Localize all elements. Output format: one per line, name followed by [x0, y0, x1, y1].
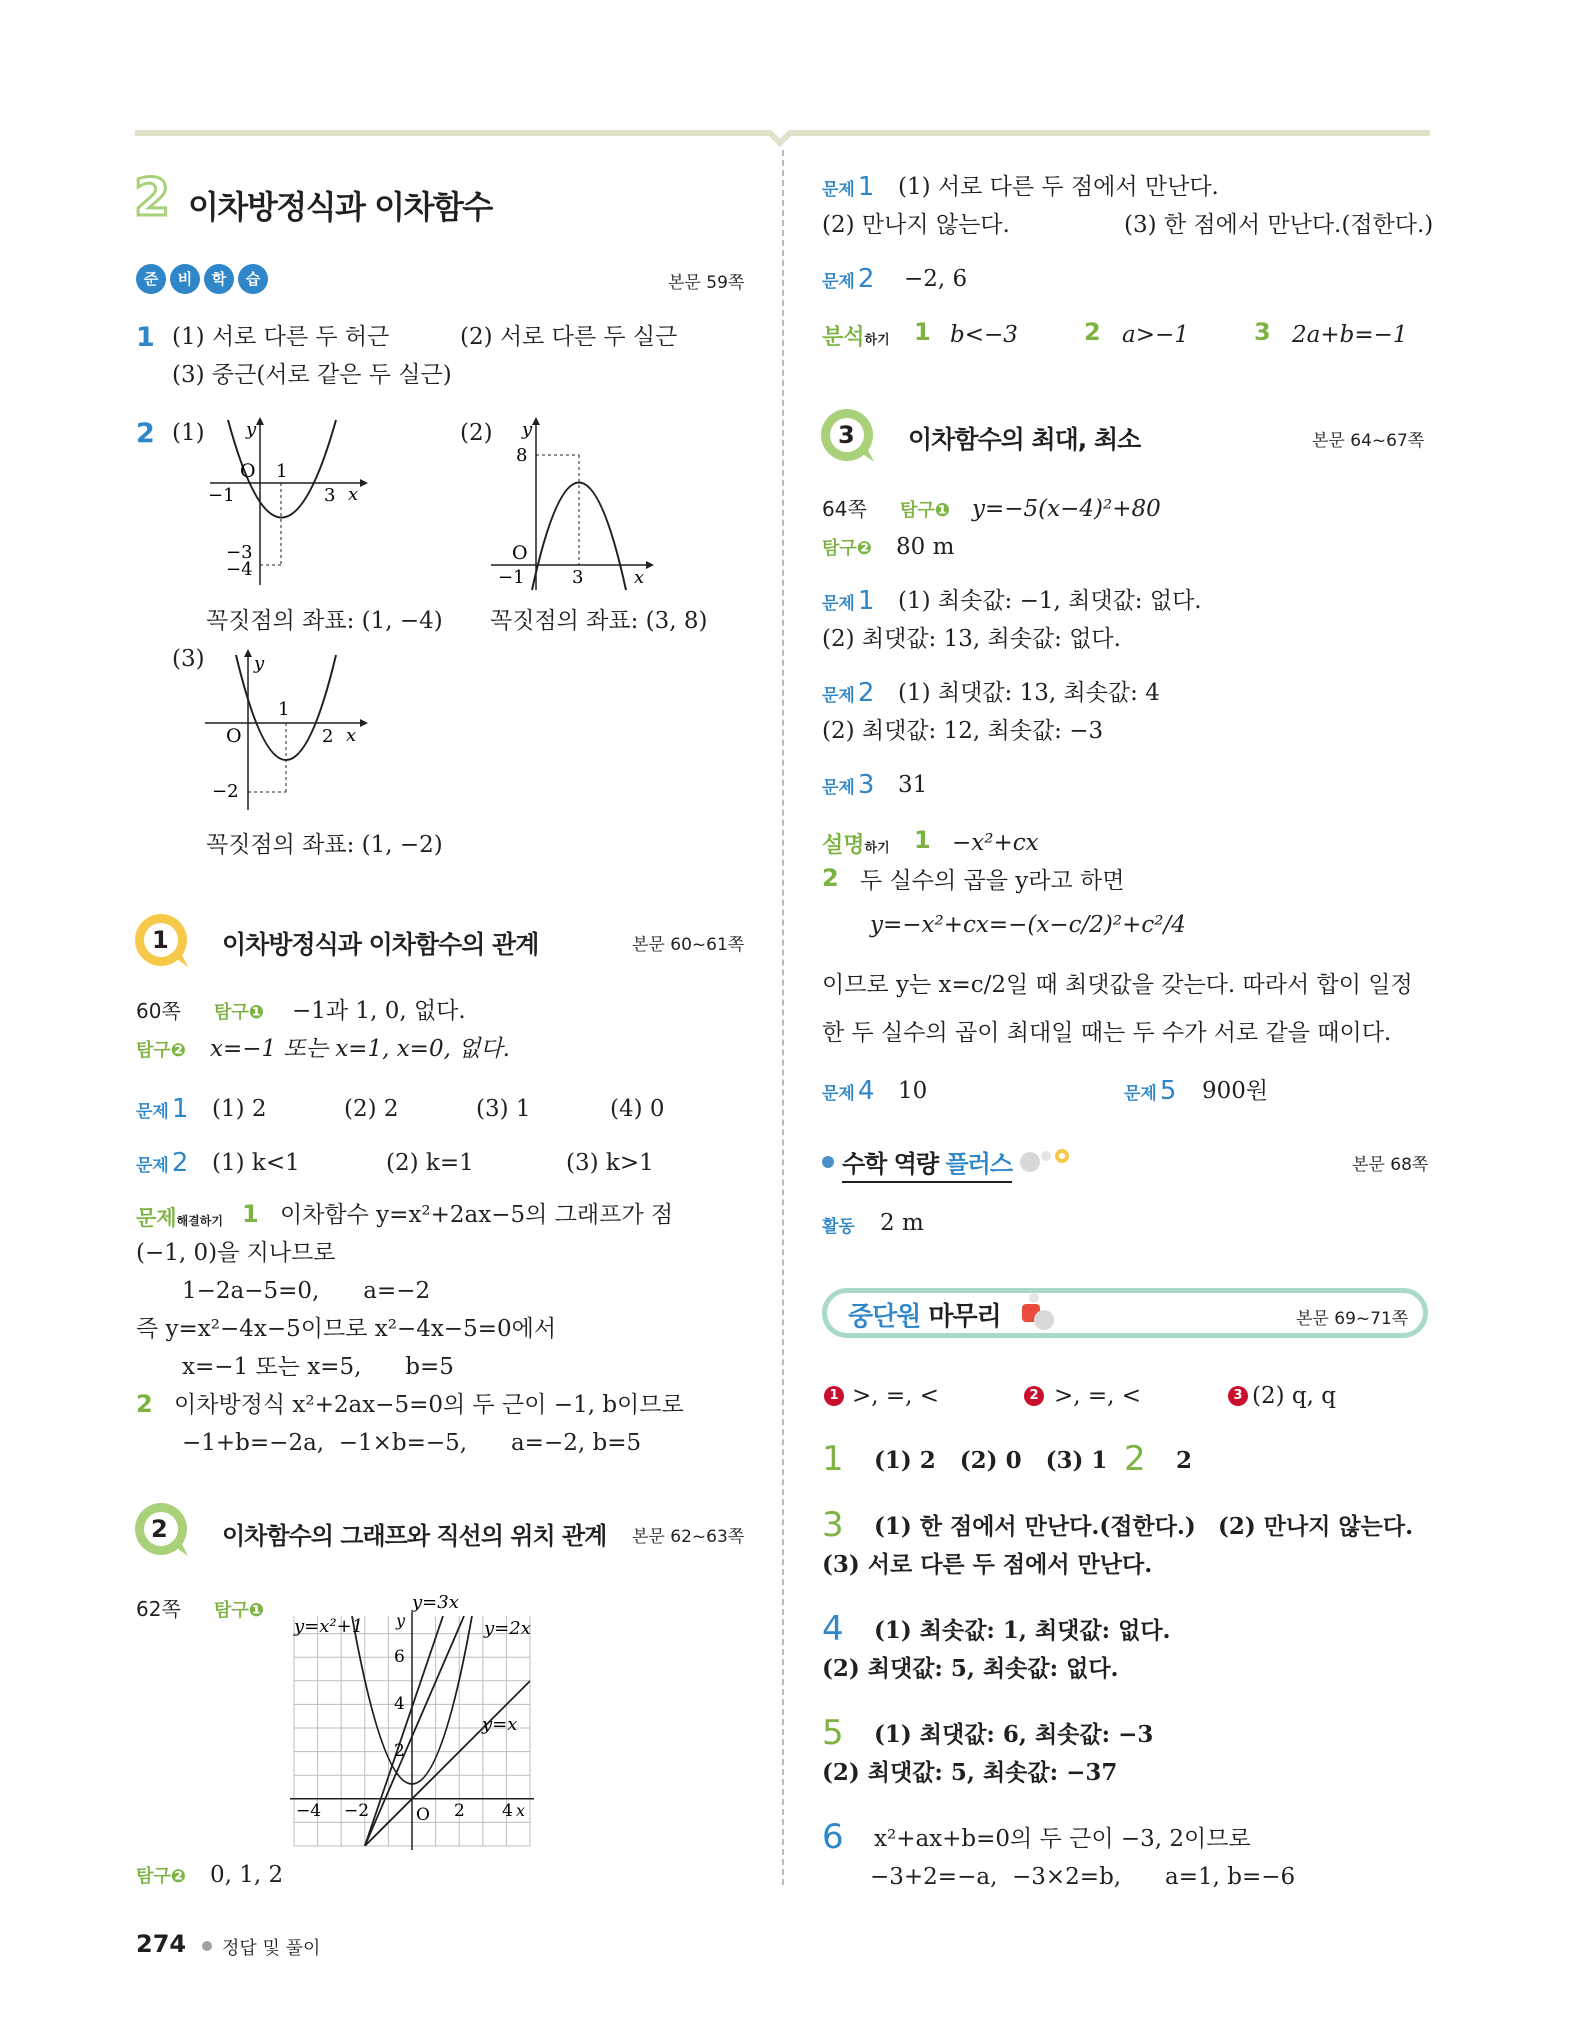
sec1-hk-label: [136, 1202, 223, 1232]
graph-1: [200, 415, 380, 590]
sec3-p64: 64쪽: [822, 497, 867, 521]
sec3-mj3-label-text: 문제: [822, 778, 855, 798]
graph-1-1: 1: [276, 461, 288, 482]
review-q6-b: −3+2=−a, −3×2=b, a=1, b=−6: [870, 1864, 1296, 1890]
sec3-mj5: 900원: [1202, 1078, 1269, 1104]
sec1-tamgu1: 탐구❶: [214, 1002, 265, 1023]
graph-2-3: 3: [572, 567, 584, 588]
review-q4-a: (1) 최솟값: 1, 최댓값: 없다.: [874, 1617, 1171, 1644]
sec3-mj5-label-text: 문제: [1124, 1084, 1157, 1104]
sec3-mj1-a: (1) 최솟값: −1, 최댓값: 없다.: [898, 588, 1202, 614]
rt-bs-label: [822, 320, 890, 351]
sec1-hk-label-text: 문제: [136, 1206, 177, 1230]
sec2-p62: 62쪽: [136, 1597, 181, 1621]
graph-2: [486, 415, 666, 595]
graph-tick-y6: 6: [394, 1647, 405, 1667]
prep-badge-char: 습: [238, 264, 268, 294]
graph-3-x: x: [346, 725, 357, 746]
plus-rocket-icon: [1016, 1144, 1072, 1174]
review-q1: (1) 2 (2) 0 (3) 1: [874, 1447, 1108, 1474]
review-b2-num: 2: [1029, 1388, 1039, 1403]
graph-tick-xm4: −4: [296, 1801, 322, 1821]
rt-bs2: a>−1: [1122, 322, 1189, 348]
review-q6-num: 6: [822, 1817, 844, 1857]
graph-1-3: 3: [324, 485, 336, 506]
sec3-mj1-label: [822, 586, 874, 616]
section-3-ref: 본문 64~67쪽: [1312, 431, 1425, 451]
prep-q2-p1: (1): [172, 420, 205, 446]
review-b1-badge: [824, 1386, 844, 1406]
prep-q1-a3: (3) 중근(서로 같은 두 실근): [172, 362, 452, 388]
sec3-mj5-label: [1124, 1076, 1176, 1106]
sec1-tamgu2-ans: x=−1 또는 x=1, x=0, 없다.: [210, 1036, 510, 1062]
sec3-mj4-label-text: 문제: [822, 1084, 855, 1104]
sec1-hk1-line0: 이차함수 y=x²+2ax−5의 그래프가 점: [280, 1202, 674, 1228]
prep-q2-v2: 꼭짓점의 좌표: (3, 8): [490, 608, 708, 634]
review-title-a: 중단원: [848, 1302, 929, 1332]
review-b1: >, =, <: [852, 1383, 940, 1409]
review-title: [848, 1296, 1001, 1333]
section-2-ref: 본문 62~63쪽: [632, 1527, 745, 1547]
chapter-title: 이차방정식과 이차함수: [188, 188, 492, 226]
sec1-mj2-num: 2: [171, 1148, 189, 1178]
graph-1-x: x: [348, 484, 359, 505]
graph-3-m2: −2: [212, 781, 239, 802]
sec1-mj1-2: (3) 1: [476, 1096, 531, 1122]
review-q5-a: (1) 최댓값: 6, 최솟값: −3: [874, 1721, 1154, 1748]
sec3-sm1-num: 1: [914, 826, 931, 854]
top-rule: [0, 0, 1572, 160]
sec3-mj4: 10: [898, 1078, 928, 1104]
rt-bs3-num: 3: [1254, 318, 1271, 346]
sec1-tamgu1-ans: −1과 1, 0, 없다.: [292, 998, 466, 1024]
sec1-hk2-num: 2: [136, 1390, 153, 1418]
graph-1-o: O: [240, 460, 256, 482]
sec3-tamgu2-ans: 80 m: [896, 534, 955, 560]
plus-act: 2 m: [880, 1210, 924, 1236]
graph-1-y: y: [246, 419, 257, 440]
sec3-sm-label: [822, 828, 890, 859]
plus-ref: 본문 68쪽: [1352, 1155, 1429, 1175]
review-q4-b: (2) 최댓값: 5, 최솟값: 없다.: [822, 1655, 1119, 1682]
footer-page: 274: [136, 1930, 187, 1958]
rt-mj2-label-text: 문제: [822, 272, 855, 292]
prep-q1-a1: (1) 서로 다른 두 허근: [172, 324, 390, 350]
column-divider: [782, 150, 784, 1885]
sec2-tamgu1: 탐구❶: [214, 1600, 265, 1621]
sec1-mj2-label-text: 문제: [136, 1156, 169, 1176]
plus-title: [842, 1144, 1012, 1183]
sec1-p60: 60쪽: [136, 999, 181, 1023]
sec3-mj3: 31: [898, 772, 928, 798]
section-1-num: 1: [152, 926, 169, 954]
sec1-mj1-label: [136, 1094, 188, 1124]
review-b3: (2) q, q: [1252, 1383, 1336, 1409]
prep-q2-p3: (3): [172, 646, 205, 672]
rt-mj2-label: [822, 264, 874, 294]
graph-y: y: [396, 1611, 406, 1630]
plus-act-label: 활동: [822, 1217, 855, 1237]
prep-badge-char: 학: [204, 264, 234, 294]
sec1-mj2-label: [136, 1148, 188, 1178]
rt-mj2: −2, 6: [904, 266, 968, 292]
review-q3-num: 3: [822, 1505, 844, 1545]
graph-tick-xm2: −2: [344, 1801, 370, 1821]
graph-tick-y2: 2: [394, 1741, 405, 1761]
sec1-hk2-line0: 이차방정식 x²+2ax−5=0의 두 근이 −1, b이므로: [174, 1392, 684, 1418]
review-q3-b: (2) 만나지 않는다.: [1218, 1513, 1414, 1540]
sec3-tamgu2: 탐구❷: [822, 538, 873, 559]
rt-mj1-c: (3) 한 점에서 만난다.(접한다.): [1124, 212, 1434, 238]
sec1-mj1-num: 1: [171, 1094, 189, 1124]
review-robot-icon: [1014, 1290, 1060, 1334]
prep-ref: 본문 59쪽: [668, 273, 745, 293]
review-q4-num: 4: [822, 1609, 844, 1649]
sec1-hk2-line1: −1+b=−2a, −1×b=−5, a=−2, b=5: [182, 1430, 642, 1456]
review-b2-badge: [1024, 1386, 1044, 1406]
section-3-title: 이차함수의 최대, 최소: [908, 425, 1141, 454]
review-b3-badge: [1228, 1386, 1248, 1406]
rt-mj1-a: (1) 서로 다른 두 점에서 만난다.: [898, 174, 1219, 200]
rt-bs1: b<−3: [950, 322, 1018, 348]
sec3-tamgu1-ans: y=−5(x−4)²+80: [972, 496, 1161, 522]
graph-2-y: y: [522, 419, 533, 440]
sec3-mj2-label: [822, 678, 874, 708]
sec1-mj1-1: (2) 2: [344, 1096, 399, 1122]
graph-2-x: x: [634, 567, 645, 588]
sec1-mj1-0: (1) 2: [212, 1096, 267, 1122]
graph-tick-x4: 4: [502, 1801, 513, 1821]
rt-mj2-num: 2: [857, 264, 875, 294]
sec3-sm1: −x²+cx: [952, 830, 1039, 856]
chapter-number: 2: [134, 168, 171, 228]
sec3-sm-sub: 하기: [864, 841, 890, 856]
plus-title-b: 플러스: [945, 1150, 1013, 1178]
graph-3-o: O: [226, 725, 242, 747]
prep-q2-num: 2: [136, 418, 155, 449]
footer-label: 정답 및 풀이: [222, 1938, 321, 1959]
sec3-sm2-line2: 이므로 y는 x=c/2일 때 최댓값을 갖는다. 따라서 합이 일정: [822, 972, 1413, 998]
graph-label-x: y=x: [482, 1714, 518, 1735]
sec3-mj2-a: (1) 최댓값: 13, 최솟값: 4: [898, 680, 1160, 706]
review-ref: 본문 69~71쪽: [1296, 1309, 1409, 1329]
sec1-hk1-line4: x=−1 또는 x=5, b=5: [182, 1354, 454, 1380]
section-2-title: 이차함수의 그래프와 직선의 위치 관계: [222, 1522, 607, 1550]
sec3-mj1-b: (2) 최댓값: 13, 최솟값: 없다.: [822, 626, 1121, 652]
graph-1-m1: −1: [208, 485, 235, 506]
section-1-title: 이차방정식과 이차함수의 관계: [222, 930, 539, 959]
review-q3-c: (3) 서로 다른 두 점에서 만난다.: [822, 1551, 1153, 1578]
graph-tick-x2: 2: [454, 1801, 465, 1821]
sec1-mj2-1: (2) k=1: [386, 1150, 474, 1176]
rt-mj1-num: 1: [857, 172, 875, 202]
graph-1-m3: −3: [226, 542, 253, 563]
sec1-hk1-num: 1: [242, 1200, 259, 1228]
plus-dot: [822, 1156, 834, 1168]
graph-3: [200, 645, 380, 815]
sec3-sm2-line1: 두 실수의 곱을 y라고 하면: [860, 868, 1125, 894]
sec3-mj2-label-text: 문제: [822, 686, 855, 706]
rt-bs3: 2a+b=−1: [1292, 322, 1408, 348]
sec3-sm2-line3: 한 두 실수의 곱이 최대일 때는 두 수가 서로 같을 때이다.: [822, 1020, 1392, 1046]
rt-mj1-label: [822, 172, 874, 202]
review-b3-num: 3: [1233, 1388, 1243, 1403]
review-q5-b: (2) 최댓값: 5, 최솟값: −37: [822, 1759, 1118, 1786]
graph-3-y: y: [254, 653, 265, 674]
prep-q2-v1: 꼭짓점의 좌표: (1, −4): [206, 608, 443, 634]
review-q6-a: x²+ax+b=0의 두 근이 −3, 2이므로: [874, 1826, 1251, 1852]
sec1-hk1-line3: 즉 y=x²−4x−5이므로 x²−4x−5=0에서: [136, 1316, 557, 1342]
rt-bs-label-text: 분석: [822, 325, 865, 350]
review-b2: >, =, <: [1054, 1383, 1142, 1409]
section-3-num: 3: [838, 421, 855, 449]
sec2-tamgu2-ans: 0, 1, 2: [210, 1862, 284, 1888]
prep-badge-char: 비: [170, 264, 200, 294]
rt-bs-sub: 하기: [864, 333, 890, 348]
sec3-sm2-num: 2: [822, 864, 839, 892]
sec2-grid-graph: [290, 1588, 550, 1850]
graph-3-1: 1: [278, 699, 290, 720]
review-title-b: 마무리: [928, 1302, 1001, 1332]
sec3-mj4-num: 4: [857, 1076, 875, 1106]
review-q2-num: 2: [1124, 1439, 1146, 1479]
prep-q1-num: 1: [136, 322, 155, 353]
review-q5-num: 5: [822, 1713, 844, 1753]
sec1-mj1-3: (4) 0: [610, 1096, 665, 1122]
rt-bs2-num: 2: [1084, 318, 1101, 346]
section-2-num: 2: [151, 1515, 168, 1543]
review-b1-num: 1: [829, 1388, 839, 1403]
sec1-mj2-0: (1) k<1: [212, 1150, 300, 1176]
rt-mj1-b: (2) 만나지 않는다.: [822, 212, 1010, 238]
sec1-mj2-2: (3) k>1: [566, 1150, 654, 1176]
graph-label-3x: y=3x: [412, 1592, 459, 1613]
sec3-mj2-num: 2: [857, 678, 875, 708]
graph-label-parabola: y=x²+1: [294, 1616, 364, 1637]
graph-label-2x: y=2x: [484, 1618, 531, 1639]
graph-2-o: O: [512, 542, 528, 564]
sec2-tamgu2: 탐구❷: [136, 1866, 187, 1887]
sec3-mj4-label: [822, 1076, 874, 1106]
prep-q2-v3: 꼭짓점의 좌표: (1, −2): [206, 832, 443, 858]
plus-title-a: 수학 역량: [842, 1150, 946, 1178]
sec3-sm2-formula: y=−x²+cx=−(x−c/2)²+c²/4: [870, 912, 1186, 938]
review-q1-num: 1: [822, 1439, 844, 1479]
prep-q1-a2: (2) 서로 다른 두 실근: [460, 324, 678, 350]
rt-bs1-num: 1: [914, 318, 931, 346]
graph-3-2: 2: [322, 726, 334, 747]
review-q3-a: (1) 한 점에서 만난다.(접한다.): [874, 1513, 1196, 1540]
rt-mj1-label-text: 문제: [822, 180, 855, 200]
prep-q2-p2: (2): [460, 420, 493, 446]
sec1-hk1-line1: (−1, 0)을 지나므로: [136, 1240, 336, 1266]
sec3-mj5-num: 5: [1159, 1076, 1177, 1106]
sec3-mj1-num: 1: [857, 586, 875, 616]
prep-badge-char: 준: [136, 264, 166, 294]
sec3-mj2-b: (2) 최댓값: 12, 최솟값: −3: [822, 718, 1104, 744]
graph-1-m4: −4: [226, 559, 253, 580]
sec1-hk-sub: 해결하기: [176, 1214, 223, 1228]
graph-2-8: 8: [516, 445, 528, 466]
footer-dot: [202, 1941, 212, 1951]
graph-x: x: [516, 1801, 526, 1820]
section-1-ref: 본문 60~61쪽: [632, 935, 745, 955]
sec3-mj1-label-text: 문제: [822, 594, 855, 614]
sec3-tamgu1: 탐구❶: [900, 500, 951, 521]
sec3-sm-label-text: 설명: [822, 833, 865, 858]
sec1-hk1-line2: 1−2a−5=0, a=−2: [182, 1278, 431, 1304]
sec1-tamgu2: 탐구❷: [136, 1040, 187, 1061]
sec1-mj1-label-text: 문제: [136, 1102, 169, 1122]
sec3-mj3-label: [822, 770, 874, 800]
sec3-mj3-num: 3: [857, 770, 875, 800]
review-q2: 2: [1176, 1447, 1193, 1474]
graph-2-m1: −1: [498, 567, 525, 588]
graph-tick-y4: 4: [394, 1694, 405, 1714]
graph-o: O: [416, 1805, 430, 1825]
